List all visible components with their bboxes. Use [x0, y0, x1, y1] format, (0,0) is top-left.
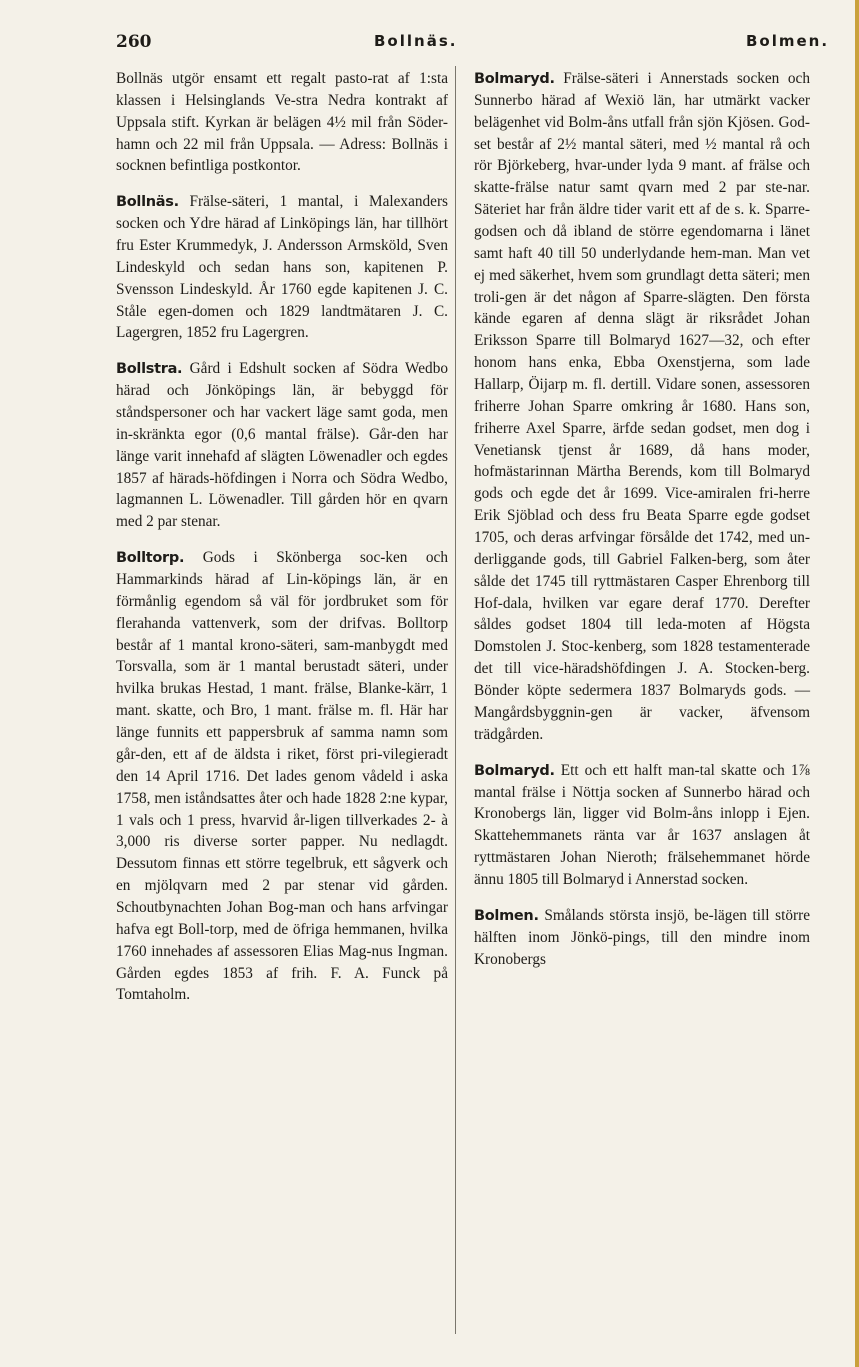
entry-paragraph [474, 760, 810, 891]
entry-heading: Bolmen. [474, 907, 539, 924]
page-number: 260 [116, 32, 152, 52]
entry-text: Bollnäs utgör ensamt ett regalt pasto-rat af 1:sta klassen i Helsinglands Ve-stra Nedra kontrakt af Uppsala stift. Kyrkan är belägen 4½ mil från Söder-hamn och 22 mil från Uppsala. — Adress: Bollnäs i socknen befintliga postkontor. [116, 70, 448, 175]
entry-heading: Bollstra. [116, 361, 183, 378]
page-edge [855, 0, 859, 1367]
entry-heading: Bolmaryd. [474, 762, 555, 779]
entry-text: Smålands största insjö, be-lägen till större hälften inom Jönkö-pings, till den mindre inom Kronobergs [474, 906, 810, 968]
running-head-right: Bolmen. [746, 32, 830, 50]
entry-text: Ett och ett halft man-tal skatte och 1⅞ mantal frälse i Nöttja socken af Sunnerbo härad och Kronobergs län, ligger vid Bolm-åns inlopp i Ejen. Skattehemmanets ränta var år 1637 anslagen åt ryttmästaren Johan Nieroth; frälsehemmanet hörde ännu 1805 till Bolmaryd i Annerstad socken. [474, 761, 810, 888]
entry-paragraph [474, 905, 810, 971]
entry-paragraph [116, 68, 448, 177]
entry-paragraph [116, 547, 448, 1006]
right-column [474, 68, 810, 984]
running-head-left: Bollnäs. [374, 32, 458, 50]
entry-paragraph [116, 191, 448, 344]
entry-text: Gård i Edshult socken af Södra Wedbo härad och Jönköpings län, är bebyggd för ståndspersoner och har vackert läge samt goda, men in-skränkta egor (0,6 mantal frälse). Går-den har länge varit innehafd af slägten Löwenadler och egdes 1857 af härads-höfdingen i Norra och Södra Wedbo, lagmannen L. Löwenadler. Till gården hör en qvarn med 2 par stenar. [116, 360, 448, 531]
entry-text: Gods i Skönberga soc-ken och Hammarkinds härad af Lin-köpings län, är en förmånlig egendom så väl för jordbruket som för flerahanda vattenverk, som der drifvas. Bolltorp består af 1 mantal krono-säteri, sam-manbygdt med Torsvalla, som är 1 mantal berustadt säteri, under hvilka brukas Hestad, 1 mant. frälse, Blanke-kärr, 1 mant. skatte, och Bro, 1 mant. frälse m. fl. Här har länge funnits ett pappersbruk af samma namn som går-den, ett af de äldsta i riket, först pri-vilegieradt den 14 April 1716. Det lades genom vådeld i aska 1758, men iståndsattes åter och hade 1828 2:ne kypar, 1 vals och 1 press, hvarvid år-ligen tillverkades 2- à 3,000 ris diverse sorter papper. Nu nedlagdt. Dessutom finnas ett större tegelbruk, ett sågverk och en mjölqvarn med 2 par stenar vid gården. Schoutbynachten Johan Bog-man och hans arfvingar hafva egt Boll-torp, med de öfriga hemmanen, hvilka 1760 innehades af assessoren Elias Mag-nus Ingman. Gården egdes 1853 af frih. F. A. Funck på Tomtaholm. [116, 549, 448, 1004]
page-header [0, 32, 859, 54]
entry-heading: Bolmaryd. [474, 71, 555, 87]
entry-paragraph [116, 358, 448, 533]
entry-text: Frälse-säteri, 1 mantal, i Malexanders socken och Ydre härad af Linköpings län, har tillhört fru Ester Krummedyk, J. Andersson Armsköld, Sven Lindeskyld och sedan hans son, kapitenen P. Svensson Lindeskyld. År 1760 egde kapitenen J. C. Ståle egen-domen och 1829 landtmätaren J. C. Lagergren, 1852 fru Lagergren. [116, 193, 448, 342]
entry-heading: Bolltorp. [116, 550, 185, 567]
column-divider [455, 66, 456, 1334]
entry-text: Frälse-säteri i Annerstads socken och Sunnerbo härad af Wexiö län, har utmärkt vacker belägenhet vid Bolm-åns utfall från sjön Kjösen. God-set består af 2½ mantal säteri, med ½ mantal rå och rör Björkeberg, hvar-under lyda 9 mant. af frälse och skatte-frälse natur samt qvarn med 2 par ste-nar. Säteriet har från äldre tider varit ett af de s. k. Sparre-godsen och då ibland de större egendomarna i länet samt haft 40 till 50 underlydande hem-man. Man vet ej med säkerhet, hvem som grundlagt detta säteri; men troli-gen är det någon af Sparre-slägten. Den första kände egaren af denna slägt är riksrådet Johan Eriksson Sparre till Bolmaryd 1627—32, och efter honom hans enka, Ebba Oxenstjerna, som lade Hallarp, Öijarp m. fl. dertill. Vidare sonen, assessoren friherre Johan Sparre omkring år 1680. Hans son, friherre Axel Sparre, ärfde sedan godset, men dog i Venetiansk tjenst år 1689, då hans moder, hofmästarinnan Märtha Berends, kom till Bolmaryd gods och egde det år 1699. Vice-amiralen fri-herre Erik Sjöblad och dess fru Beata Sparre egde godset 1705, och deras arfvingar försålde det 1742, med un-derliggande gods, till Gabriel Falken-berg, som åter sålde det 1745 till ryttmästaren Casper Ehrenborg till Hof-dala, hvilken var egare deraf 1770. Derefter såldes godset 1804 till leda-moten af Högsta Domstolen J. Stoc-kenberg, som 1828 testamenterade det till vice-häradshöfdingen J. A. Stocken-berg. Bönder köpte sedermera 1837 Bolmaryds gods. — Mangårdsbyggnin-gen är vacker, äfvensom trädgården. [474, 70, 810, 743]
left-column [116, 68, 448, 1020]
entry-paragraph [474, 68, 810, 746]
entry-heading: Bollnäs. [116, 194, 179, 211]
